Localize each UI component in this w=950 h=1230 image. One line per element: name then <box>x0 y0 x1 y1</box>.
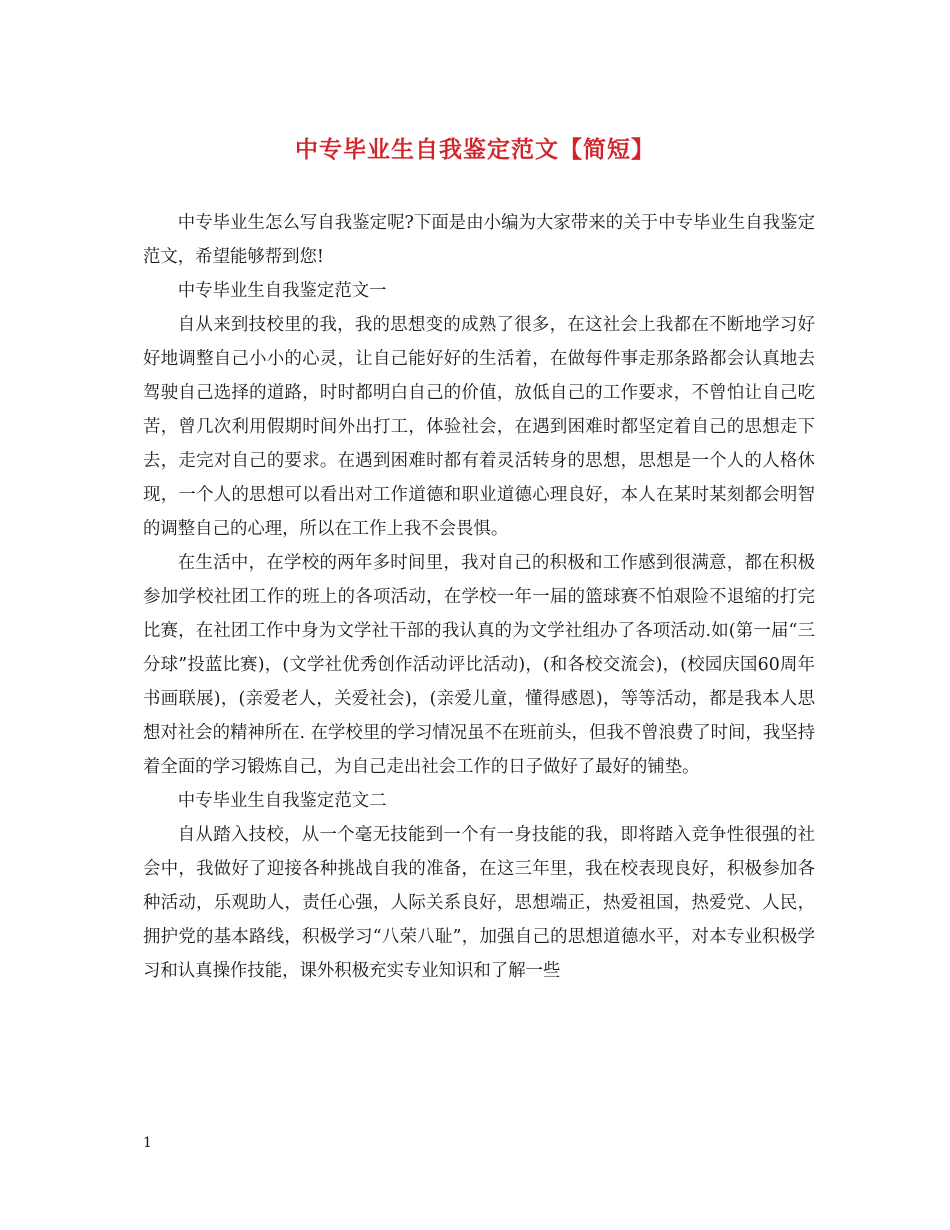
document-title: 中专毕业生自我鉴定范文【简短】 <box>295 136 655 163</box>
page-number: 1 <box>143 1135 152 1151</box>
body-paragraph: 自从踏入技校，从一个毫无技能到一个有一身技能的我，即将踏入竞争性很强的社会中，我做好了迎接各种挑战自我的准备，在这三年里，我在校表现良好，积极参加各种活动，乐观助人，责任心强，人际关系良好，思想端正，热爱祖国，热爱党、人民，拥护党的基本路线，积极学习“八荣八耻”，加强自己的思想道德水平，对本专业积极学习和认真操作技能，课外积极充实专业知识和了解一些 <box>143 825 815 981</box>
document-body <box>143 206 815 988</box>
section-heading-2: 中专毕业生自我鉴定范文二 <box>177 791 387 811</box>
body-paragraph: 在生活中，在学校的两年多时间里，我对自己的积极和工作感到很满意，都在积极参加学校社团工作的班上的各项活动，在学校一年一届的篮球赛不怕艰险不退缩的打完比赛，在社团工作中身为文学社干部的我认真的为文学社组办了各项活动.如(第一届“三分球”投蓝比赛)，(文学社优秀创作活动评比活动)，(和各校交流会)，(校园庆国60周年书画联展)，(亲爱老人，关爱社会)，(亲爱儿童，懂得感恩)，等等活动，都是我本人思想对社会的精神所在. 在学校里的学习情况虽不在班前头，但我不曾浪费了时间，我坚持着全面的学习锻炼自己，为自己走出社会工作的日子做好了最好的铺垫。 <box>143 553 815 777</box>
body-paragraph: 自从来到技校里的我，我的思想变的成熟了很多，在这社会上我都在不断地学习好好地调整自己小小的心灵，让自己能好好的生活着，在做每件事走那条路都会认真地去驾驶自己选择的道路，时时都明白自己的价值，放低自己的工作要求，不曾怕让自己吃苦，曾几次利用假期时间外出打工，体验社会，在遇到困难时都坚定着自己的思想走下去，走完对自己的要求。在遇到困难时都有着灵活转身的思想，思想是一个人的人格休现，一个人的思想可以看出对工作道德和职业道德心理良好，本人在某时某刻都会明智的调整自己的心理，所以在工作上我不会畏惧。 <box>143 315 815 539</box>
section-heading-1: 中专毕业生自我鉴定范文一 <box>177 281 387 301</box>
intro-paragraph: 中专毕业生怎么写自我鉴定呢?下面是由小编为大家带来的关于中专毕业生自我鉴定范文，希望能够帮到您! <box>143 213 815 267</box>
